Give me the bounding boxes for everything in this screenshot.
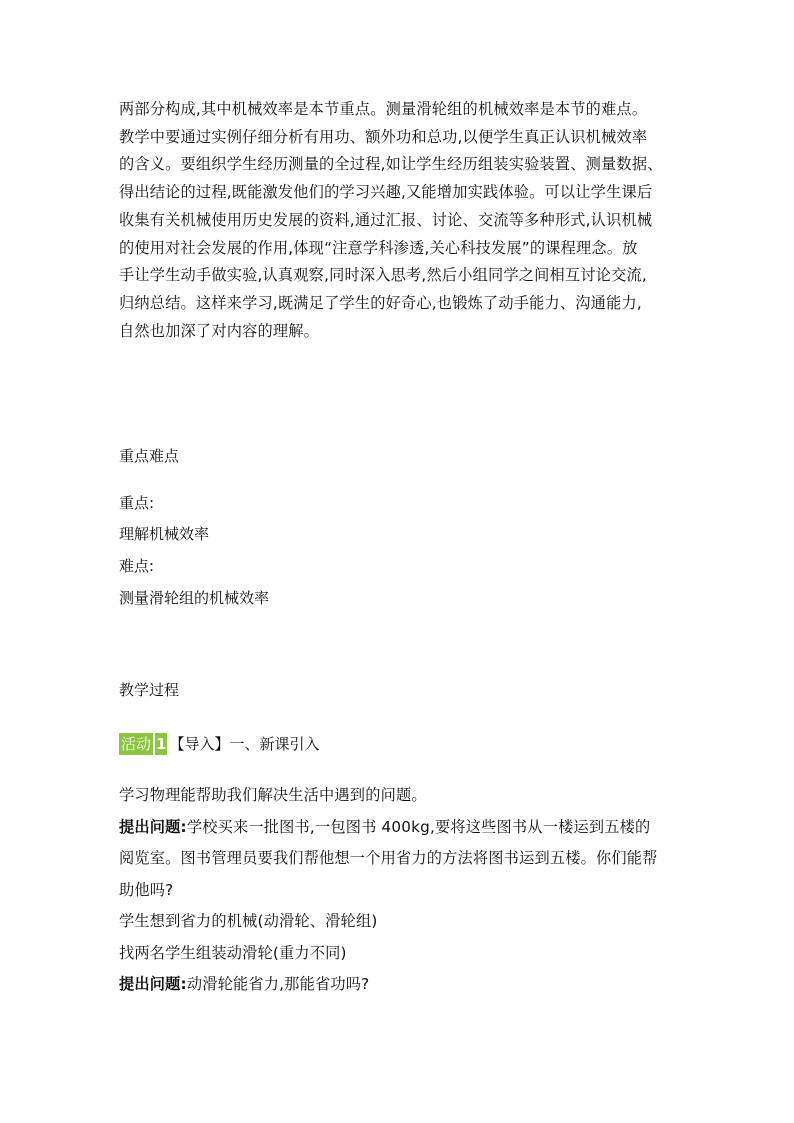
question-line xyxy=(119,812,679,844)
activity-body xyxy=(119,780,679,1001)
question-text: 学校买来一批图书,一包图书 400kg,要将这些图书从一楼运到五楼的 xyxy=(186,817,651,836)
question-label: 提出问题: xyxy=(119,975,187,993)
intro-line: 收集有关机械使用历史发展的资料,通过汇报、讨论、交流等多种形式,认识机械 xyxy=(119,210,653,229)
difficulty-text: 测量滑轮组的机械效率 xyxy=(119,589,270,607)
intro-line: 的使用对社会发展的作用,体现“注意学科渗透,关心科技发展”的课程理念。放 xyxy=(119,238,638,257)
body-line: 找两名学生组装动滑轮(重力不同) xyxy=(119,943,347,962)
intro-line: 两部分构成,其中机械效率是本节重点。测量滑轮组的机械效率是本节的难点。 xyxy=(119,100,648,118)
key-point-text: 理解机械效率 xyxy=(119,525,210,543)
activity-badge: 活动 xyxy=(121,735,152,753)
question-line xyxy=(119,969,679,1001)
question-text: 动滑轮能省力,那能省功吗? xyxy=(186,975,370,993)
intro-line: 教学中要通过实例仔细分析有用功、额外功和总功,以便学生真正认识机械效率 xyxy=(119,127,648,146)
activity-badge-number: 1 xyxy=(156,735,167,753)
intro-paragraph xyxy=(119,96,679,345)
intro-line: 的含义。要组织学生经历测量的全过程,如让学生经历组装实验装置、测量数据、 xyxy=(119,155,663,174)
intro-line: 手让学生动手做实验,认真观察,同时深入思考,然后小组同学之间相互讨论交流, xyxy=(119,266,647,285)
question-label: 提出问题: xyxy=(119,817,187,836)
key-point-label: 重点: xyxy=(119,494,155,512)
intro-line: 自然也加深了对内容的理解。 xyxy=(119,321,320,340)
section-heading-key-points: 重点难点 xyxy=(119,447,180,465)
section-heading-process: 教学过程 xyxy=(119,681,180,699)
intro-line: 得出结论的过程,既能激发他们的学习兴趣,又能增加实践体验。可以让学生课后 xyxy=(119,183,653,202)
body-line: 助他吗? xyxy=(119,880,174,899)
body-line: 阅览室。图书管理员要我们帮他想一个用省力的方法将图书运到五楼。你们能帮 xyxy=(119,849,658,867)
body-line: 学习物理能帮助我们解决生活中遇到的问题。 xyxy=(119,786,427,804)
difficulty-label: 难点: xyxy=(119,557,155,575)
body-line: 学生想到省力的机械(动滑轮、滑轮组) xyxy=(119,912,378,930)
intro-line: 归纳总结。这样来学习,既满足了学生的好奇心,也锻炼了动手能力、沟通能力, xyxy=(119,293,642,312)
activity-title: 【导入】一、新课引入 xyxy=(169,735,320,753)
activity-header xyxy=(119,733,679,755)
